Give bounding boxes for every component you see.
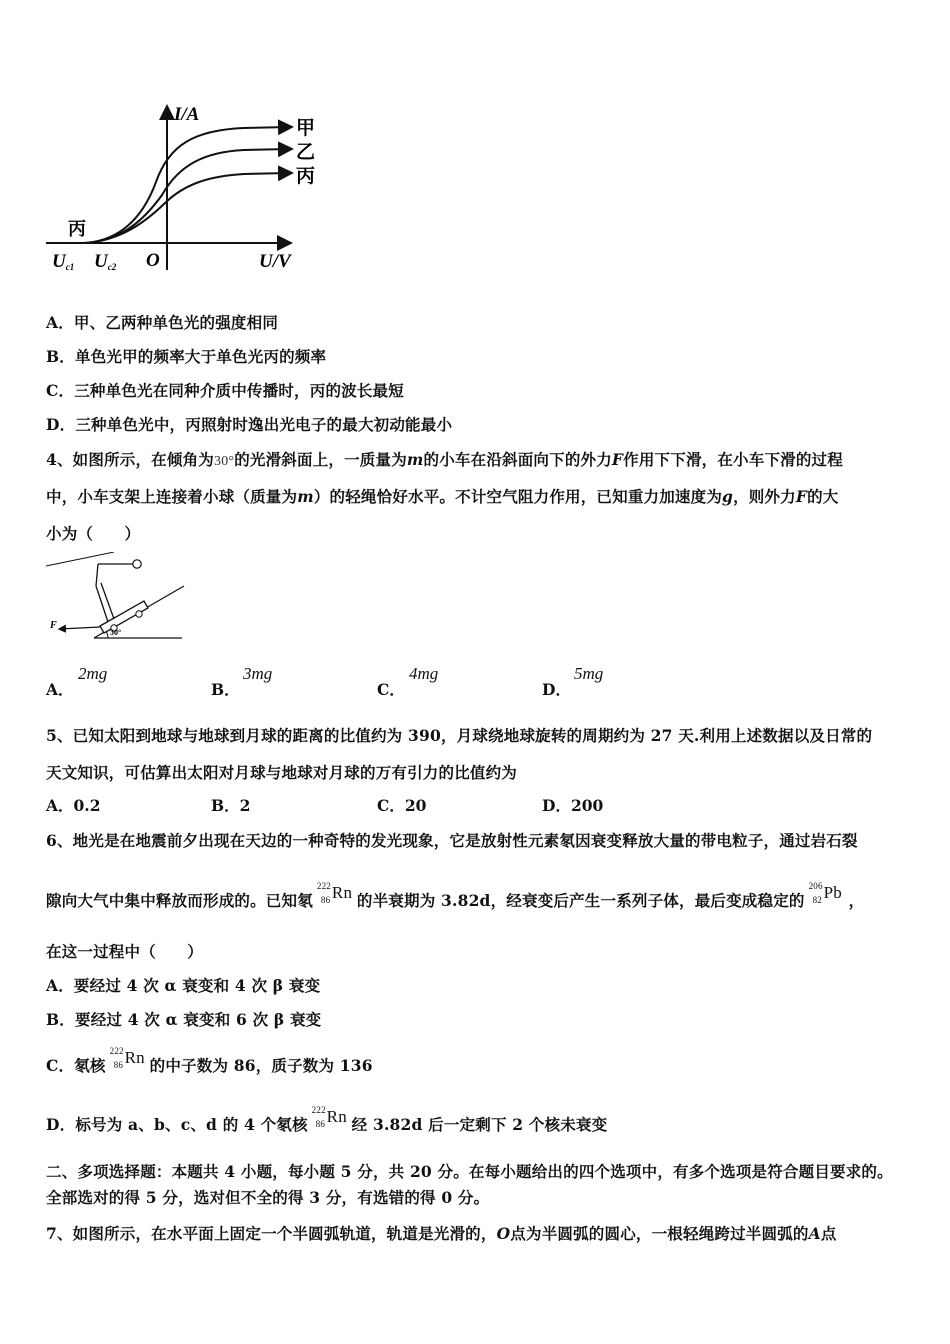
q4-option-b-letter: B． <box>211 680 240 699</box>
q4-option-d-letter: D． <box>542 680 571 699</box>
radon-nuclide: 222 86 Rn <box>316 881 353 905</box>
q4-option-c-letter: C． <box>377 680 405 699</box>
q6-option-c: C．氡核 222 86 Rn 的中子数为 86，质子数为 136 <box>46 1046 373 1075</box>
curve-bing <box>82 173 290 243</box>
small-ball <box>133 560 141 568</box>
q4-option-a-value: 2mg <box>78 664 108 683</box>
angle-label: 30° <box>110 628 122 637</box>
q6-option-a: A．要经过 4 次 α 衰变和 4 次 β 衰变 <box>46 976 321 995</box>
iu-graph <box>44 100 324 275</box>
curve-label-jia: 甲 <box>296 118 316 139</box>
q6-line-2: 隙向大气中集中释放而形成的。已知氡 222 86 Rn 的半衰期为 3.82d，经衰变后产生一系列子体，最后变成稳定的 206 82 Pb ， <box>46 881 865 910</box>
q6-line-3: 在这一过程中（ ） <box>46 942 204 961</box>
q5-line-1: 5、已知太阳到地球与地球到月球的距离的比值约为 390，月球绕地球旋转的周期约为 27 天.利用上述数据以及日常的 <box>46 726 873 745</box>
q5-option-b: B．2 <box>211 796 251 815</box>
q5-option-d: D．200 <box>542 796 604 815</box>
q6-line-1: 6、地光是在地震前夕出现在天边的一种奇特的发光现象，它是放射性元素氡因衰变释放大量的带电粒子，通过岩石裂 <box>46 831 858 850</box>
curve-label-bing: 丙 <box>296 166 316 187</box>
q5-option-c: C．20 <box>377 796 427 815</box>
q5-line-2: 天文知识，可估算出太阳对月球与地球对月球的万有引力的比值约为 <box>46 763 518 782</box>
q3-option-c: C．三种单色光在同种介质中传播时，丙的波长最短 <box>46 381 404 400</box>
y-axis-label: I/A <box>174 104 200 125</box>
q4-option-b-value: 3mg <box>243 664 273 683</box>
section2-line-2: 全部选对的得 5 分，选对但不全的得 3 分，有选错的得 0 分。 <box>46 1188 490 1207</box>
q3-option-a: A．甲、乙两种单色光的强度相同 <box>46 313 279 332</box>
q3-option-d: D．三种单色光中，丙照射时逸出光电子的最大初动能最小 <box>46 415 453 434</box>
x-axis-label: U/V <box>259 251 291 272</box>
radon-nuclide: 222 86 Rn <box>109 1046 145 1070</box>
origin-label: O <box>146 250 160 271</box>
q7-line-1: 7、如图所示，在水平面上固定一个半圆弧轨道，轨道是光滑的，O点为半圆弧的圆心，一根轻绳跨过半圆弧的A点 <box>46 1224 837 1243</box>
curve-yi <box>86 149 290 243</box>
section2-line-1: 二、多项选择题：本题共 4 小题，每小题 5 分，共 20 分。在每小题给出的四个选项中，有多个选项是符合题目要求的。 <box>46 1162 893 1181</box>
q6-option-b: B．要经过 4 次 α 衰变和 6 次 β 衰变 <box>46 1010 322 1029</box>
q4-line-1: 4、如图所示，在倾角为30°的光滑斜面上，一质量为m的小车在沿斜面向下的外力F作用下下滑，在小车下滑的过程 <box>46 450 843 469</box>
q4-option-a-letter: A． <box>46 680 74 699</box>
angle-value: 30° <box>214 454 235 469</box>
uc1-label: Uc1 <box>52 251 75 272</box>
lead-nuclide: 206 82 Pb <box>808 881 842 905</box>
q4-line-3: 小为（ ） <box>46 524 141 543</box>
q4-option-d-value: 5mg <box>574 664 604 683</box>
force-label: F <box>50 620 57 631</box>
curve-jia <box>86 127 290 243</box>
cart-wheel <box>136 611 142 617</box>
q4-option-c-value: 4mg <box>409 664 439 683</box>
support-post <box>96 564 98 586</box>
q3-option-b: B．单色光甲的频率大于单色光丙的频率 <box>46 347 327 366</box>
incline-figure <box>44 552 186 642</box>
q4-line-2: 中，小车支架上连接着小球（质量为m）的轻绳恰好水平。不计空气阻力作用，已知重力加速度为g，则外力F的大 <box>46 487 839 506</box>
radon-nuclide: 222 86 Rn <box>311 1105 347 1129</box>
cart-strut <box>96 586 108 622</box>
bottom-label-bing: 丙 <box>68 219 86 239</box>
q6-option-d: D．标号为 a、b、c、d 的 4 个氡核 222 86 Rn 经 3.82d 后一定剩下 2 个核未衰变 <box>46 1105 608 1134</box>
force-arrow <box>60 627 100 629</box>
q5-option-a: A．0.2 <box>46 796 101 815</box>
curve-label-yi: 乙 <box>296 142 316 163</box>
uc2-label: Uc2 <box>94 251 117 272</box>
cart-strut <box>101 583 114 619</box>
